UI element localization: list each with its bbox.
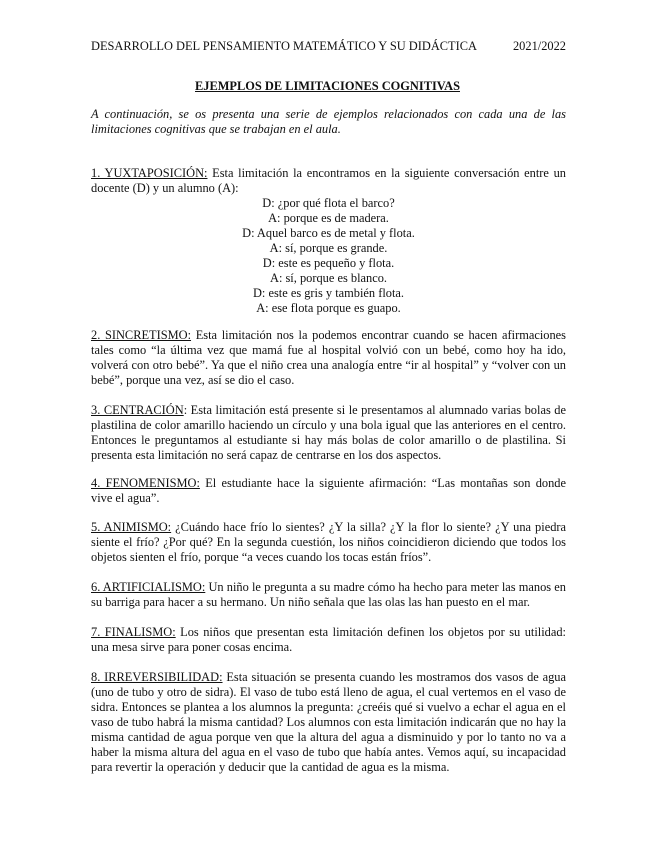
- section-text: Esta limitación nos la podemos encontrar cuando se hacen afirmaciones tales como “la última vez que mamá fue al hospital volvió con un bebé, como hoy ha ido, volverá con otro bebé”. Ya que el niño crea una analogía entre “ir al hospital” y “volver con un bebé”, porque una vez, así se dio el caso.: [91, 328, 566, 387]
- course-title: DESARROLLO DEL PENSAMIENTO MATEMÁTICO Y SU DIDÁCTICA: [91, 39, 477, 53]
- dialog-block: [91, 196, 566, 316]
- dialog-line: D: Aquel barco es de metal y flota.: [242, 226, 415, 240]
- dialog-line: A: sí, porque es grande.: [269, 241, 388, 255]
- section-heading: 2. SINCRETISMO:: [91, 328, 192, 342]
- section-text: Los niños que presentan esta limitación definen los objetos por su utilidad: una mesa sirve para poner cosas encima.: [91, 625, 566, 654]
- section-text: ¿Cuándo hace frío lo sientes? ¿Y la silla? ¿Y la flor lo siente? ¿Y una piedra siente el frío? ¿Por qué? En la segunda cuestión, los niños coincidieron diciendo que todos los objetos sienten el frío, porque “a veces cuando los tocas están fríos”.: [91, 520, 567, 564]
- academic-year: 2021/2022: [512, 39, 566, 53]
- page-header: [91, 39, 566, 54]
- section-text: Esta limitación la encontramos en la siguiente conversación entre un docente (D) y un alumno (A):: [91, 166, 566, 195]
- section-heading: 6. ARTIFICIALISMO:: [91, 580, 206, 594]
- section-artificialismo: [91, 580, 566, 610]
- section-heading: 4. FENOMENISMO:: [91, 476, 200, 490]
- dialog-line: A: sí, porque es blanco.: [270, 271, 387, 285]
- dialog-line: D: este es gris y también flota.: [252, 286, 405, 300]
- intro-paragraph: A continuación, se os presenta una serie de ejemplos relacionados con cada una de las limitaciones cognitivas que se trabajan en el aula.: [91, 107, 566, 137]
- section-heading: 3. CENTRACIÓN: [91, 403, 184, 417]
- section-yuxtaposicion: [91, 166, 566, 316]
- dialog-line: A: porque es de madera.: [268, 211, 389, 225]
- dialog-line: D: ¿por qué flota el barco?: [262, 196, 395, 210]
- section-finalismo: [91, 625, 566, 655]
- section-heading: 7. FINALISMO:: [91, 625, 176, 639]
- section-text: : Esta limitación está presente si le presentamos al alumnado varias bolas de plastilina de color amarillo haciendo un círculo y una bola igual que las anteriores en el centro. Entonces le preguntamos al estudiante si hay más bolas de color amarillo o de plastilina. Si presenta esta limitación no será capaz de centrarse en los dos aspectos.: [91, 403, 566, 462]
- section-sincretismo: [91, 328, 566, 388]
- section-heading: 8. IRREVERSIBILIDAD:: [91, 670, 223, 684]
- section-heading: 1. YUXTAPOSICIÓN:: [91, 166, 208, 180]
- section-irreversibilidad: [91, 670, 566, 775]
- section-centracion: [91, 403, 566, 463]
- section-animismo: [91, 520, 566, 565]
- section-fenomenismo: [91, 476, 566, 506]
- section-text: Un niño le pregunta a su madre cómo ha hecho para meter las manos en su barriga para hacer a su hermano. Un niño señala que las olas las han puesto en el mar.: [91, 580, 566, 609]
- section-text: El estudiante hace la siguiente afirmación: “Las montañas son donde vive el agua”.: [91, 476, 566, 505]
- section-heading: 5. ANIMISMO:: [91, 520, 172, 534]
- document-title: EJEMPLOS DE LIMITACIONES COGNITIVAS: [195, 79, 460, 93]
- dialog-line: A: ese flota porque es guapo.: [256, 301, 401, 315]
- dialog-line: D: este es pequeño y flota.: [262, 256, 395, 270]
- section-text: Esta situación se presenta cuando les mostramos dos vasos de agua (uno de tubo y otro de sidra). El vaso de tubo está lleno de agua, el cual vertemos en el vaso de sidra. Entonces se plantea a los alumnos la pregunta: ¿creéis qué si vuelvo a echar el agua en el vaso de tubo habrá la misma cantidad? Los alumnos con esta limitación indicarán que no hay la misma cantidad de agua porque ven que la altura del agua a disminuido y por lo tanto no va a haber la misma altura del agua en el vaso de tubo que había antes. Vemos aquí, su incapacidad para revertir la operación y deducir que la cantidad de agua es la misma.: [91, 670, 566, 774]
